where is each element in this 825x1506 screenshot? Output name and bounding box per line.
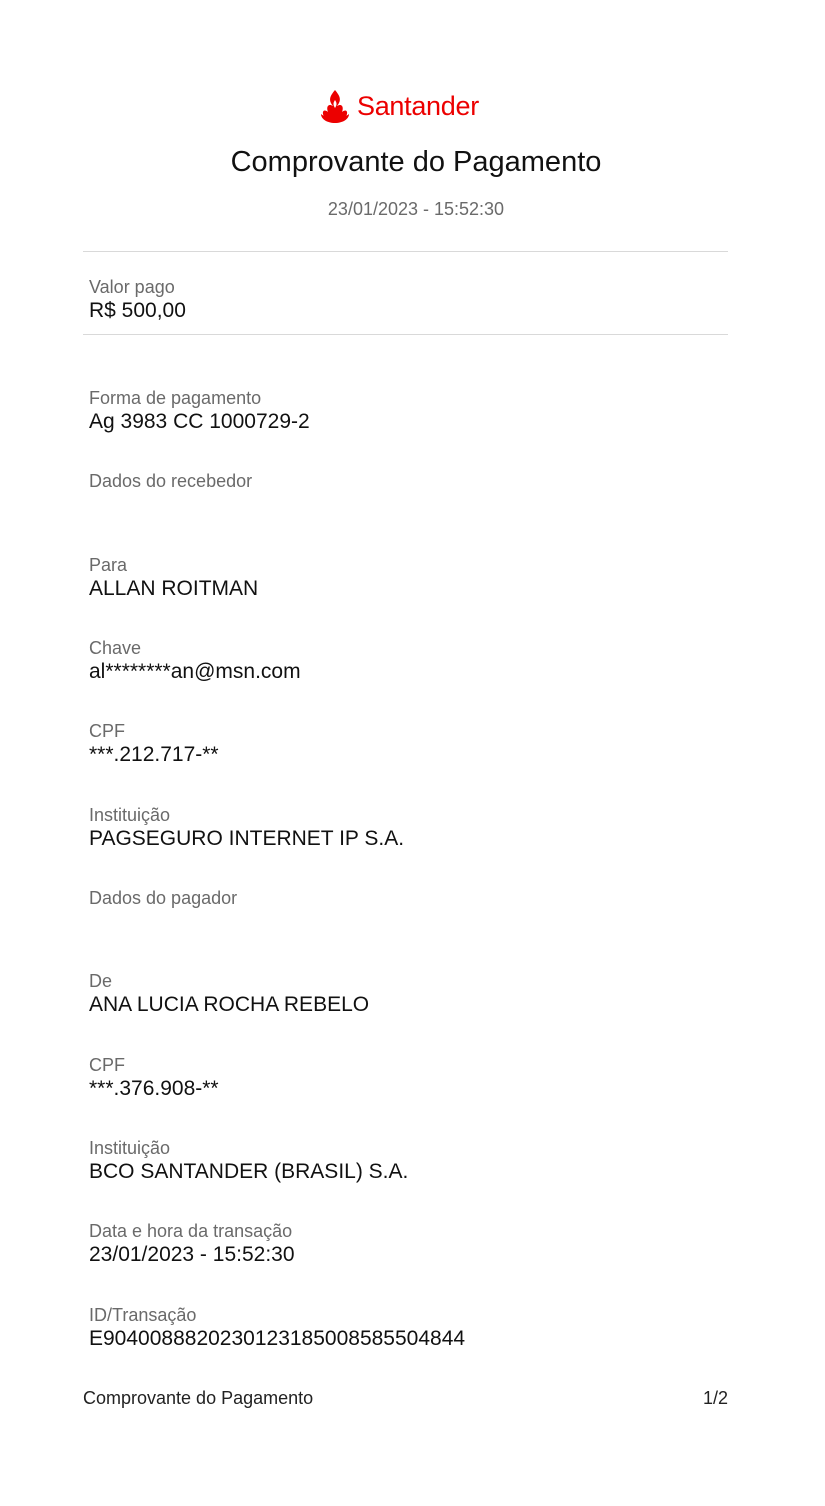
santander-logo <box>318 86 479 126</box>
page-title: Comprovante do Pagamento <box>230 146 602 178</box>
payer-institution-value: BCO SANTANDER (BRASIL) S.A. <box>89 1160 409 1183</box>
receiver-name-label: Para <box>89 555 128 575</box>
payment-method-value: Ag 3983 CC 1000729-2 <box>89 410 310 433</box>
payment-method-label: Forma de pagamento <box>89 388 262 408</box>
page-number: 1/2 <box>702 1388 728 1408</box>
payer-cpf-label: CPF <box>89 1055 125 1075</box>
payer-name-value: ANA LUCIA ROCHA REBELO <box>89 993 370 1016</box>
transaction-id-label: ID/Transação <box>89 1305 197 1325</box>
receiver-institution-value: PAGSEGURO INTERNET IP S.A. <box>89 827 405 850</box>
amount-value: R$ 500,00 <box>89 299 186 322</box>
receiver-section-title: Dados do recebedor <box>89 471 253 491</box>
receiver-name-value: ALLAN ROITMAN <box>89 577 259 600</box>
payer-name-label: De <box>89 971 113 991</box>
divider <box>83 251 728 252</box>
receiver-key-label: Chave <box>89 638 142 658</box>
payer-cpf-value: ***.376.908-** <box>89 1077 219 1100</box>
footer-title: Comprovante do Pagamento <box>83 1388 314 1408</box>
receiver-key-value: al********an@msn.com <box>89 660 301 683</box>
receipt-datetime: 23/01/2023 - 15:52:30 <box>327 199 505 219</box>
transaction-id-value: E9040088820230123185008585504844 <box>89 1327 466 1350</box>
receiver-cpf-value: ***.212.717-** <box>89 743 219 766</box>
payer-institution-label: Instituição <box>89 1138 171 1158</box>
divider <box>83 334 728 335</box>
payer-section-title: Dados do pagador <box>89 888 238 908</box>
santander-flame-icon <box>318 88 352 124</box>
transaction-datetime-value: 23/01/2023 - 15:52:30 <box>89 1243 295 1266</box>
amount-label: Valor pago <box>89 277 175 297</box>
receiver-cpf-label: CPF <box>89 721 125 741</box>
brand-name: Santander <box>357 91 479 121</box>
receiver-institution-label: Instituição <box>89 805 171 825</box>
transaction-datetime-label: Data e hora da transação <box>89 1221 293 1241</box>
